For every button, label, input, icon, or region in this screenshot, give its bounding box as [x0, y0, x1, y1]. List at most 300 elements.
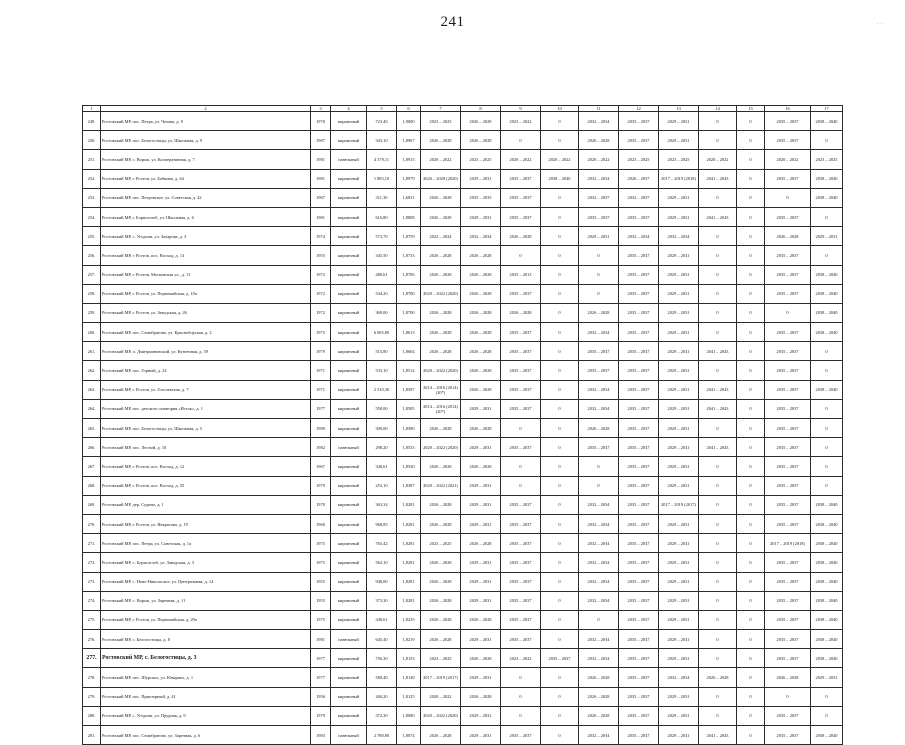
table-cell: 0: [699, 630, 737, 649]
table-cell: 0: [541, 112, 579, 131]
table-cell: 1975: [311, 610, 331, 629]
table-row: [83, 188, 843, 207]
table-cell: 2029 – 2031: [461, 706, 501, 725]
table-cell: 0: [737, 534, 765, 553]
table-cell: 0: [699, 284, 737, 303]
table-cell: кирпичный: [331, 457, 367, 476]
row-number-cell: 277.: [83, 649, 101, 668]
table-cell: 0: [737, 323, 765, 342]
table-cell: 1979: [311, 476, 331, 495]
table-cell: 1975: [311, 534, 331, 553]
table-cell: 2020 – 2022: [501, 150, 541, 169]
table-cell: 1,8281: [397, 591, 421, 610]
table-cell: 253,10: [367, 476, 397, 495]
table-row: [83, 169, 843, 188]
table-cell: 2035 – 2037: [765, 706, 811, 725]
table-cell: 0: [737, 476, 765, 495]
table-cell: 0: [737, 726, 765, 745]
table-cell: 0: [501, 419, 541, 438]
table-cell: 363,34: [367, 495, 397, 514]
table-cell: 0: [737, 342, 765, 361]
table-cell: 2026 – 2028: [421, 514, 461, 533]
table-cell: 1,8125: [397, 687, 421, 706]
row-number-cell: 250.: [83, 131, 101, 150]
table-cell: 2035 – 2037: [501, 169, 541, 188]
table-cell: 0: [501, 131, 541, 150]
table-cell: 0: [541, 553, 579, 572]
table-cell: 1,8967: [397, 131, 421, 150]
row-number-cell: 253.: [83, 188, 101, 207]
table-cell: 311,30: [367, 188, 397, 207]
table-row: [83, 246, 843, 265]
row-number-cell: 263.: [83, 380, 101, 399]
table-cell: 0: [501, 706, 541, 725]
table-cell: 2026 – 2028: [421, 323, 461, 342]
table-cell: 2020 – 2022: [541, 150, 579, 169]
table-cell: 1,8153: [397, 649, 421, 668]
table-cell: кирпичный: [331, 706, 367, 725]
table-cell: 0: [541, 630, 579, 649]
table-cell: 2035 – 2037: [501, 534, 541, 553]
table-cell: 0: [541, 265, 579, 284]
table-cell: 2026 – 2028: [461, 303, 501, 322]
table-cell: 2035 – 2037: [765, 591, 811, 610]
table-cell: 0: [579, 265, 619, 284]
address-cell: Ростовский МР, с. Ворож, ул. Заречная, д. 11: [101, 591, 311, 610]
table-cell: панельный: [331, 438, 367, 457]
row-number-cell: 280.: [83, 706, 101, 725]
table-cell: 1977: [311, 649, 331, 668]
table-cell: 2035 – 2037: [765, 246, 811, 265]
table-cell: 616,80: [367, 207, 397, 226]
table-cell: 0: [737, 591, 765, 610]
table-cell: 1,8281: [397, 495, 421, 514]
table-row: [83, 265, 843, 284]
table-cell: 2026 – 2028: [421, 246, 461, 265]
table-cell: кирпичный: [331, 284, 367, 303]
row-number-cell: 262.: [83, 361, 101, 380]
scan-artifact: · ·: [876, 20, 883, 28]
table-cell: 2029 – 2031: [461, 591, 501, 610]
table-cell: 2035 – 2037: [501, 207, 541, 226]
table-body: [83, 112, 843, 745]
table-cell: 2020 – 2022: [579, 150, 619, 169]
table-cell: 0: [699, 534, 737, 553]
table-row: [83, 380, 843, 399]
table-cell: 2038 – 2040: [811, 380, 843, 399]
table-cell: 2041 – 2043: [699, 342, 737, 361]
table-cell: 2023 – 2025: [421, 649, 461, 668]
table-cell: 2029 – 2031: [659, 399, 699, 418]
table-cell: кирпичный: [331, 419, 367, 438]
table-cell: кирпичный: [331, 380, 367, 399]
table-cell: 2029 – 2031: [659, 303, 699, 322]
table-row: [83, 227, 843, 246]
table-cell: 0: [737, 610, 765, 629]
row-number-cell: 251.: [83, 150, 101, 169]
table-cell: 1,6831: [397, 188, 421, 207]
table-cell: 1967: [311, 457, 331, 476]
table-cell: 0: [699, 706, 737, 725]
table-cell: кирпичный: [331, 169, 367, 188]
table-cell: 0: [737, 150, 765, 169]
table-cell: 2035 – 2037: [619, 361, 659, 380]
table-cell: 1970: [311, 495, 331, 514]
table-cell: 1972: [311, 265, 331, 284]
table-cell: 2029 – 2031: [659, 265, 699, 284]
table-row: [83, 706, 843, 725]
row-number-cell: 271.: [83, 534, 101, 553]
table-cell: 2029 – 2031: [461, 207, 501, 226]
table-cell: кирпичный: [331, 265, 367, 284]
table-cell: 2026 – 2028: [579, 706, 619, 725]
table-cell: 0: [541, 457, 579, 476]
table-cell: 0: [579, 610, 619, 629]
table-cell: 0: [737, 649, 765, 668]
table-cell: 1981: [311, 207, 331, 226]
table-cell: 2035 – 2037: [619, 380, 659, 399]
table-cell: 0: [737, 553, 765, 572]
table-cell: кирпичный: [331, 514, 367, 533]
header-cell: 6: [397, 106, 421, 112]
table-cell: 2035 – 2037: [619, 399, 659, 418]
table-cell: 0: [737, 457, 765, 476]
address-cell: Ростовский МР, г. Ростов, ул. Заводская, д. 26: [101, 303, 311, 322]
schedule-table-container: [82, 105, 842, 745]
table-cell: 1,8733: [397, 246, 421, 265]
table-cell: 2026 – 2028: [421, 303, 461, 322]
table-cell: 2035 – 2037: [765, 419, 811, 438]
table-cell: 298,20: [367, 438, 397, 457]
table-cell: 2020 – 2022 (2020): [421, 361, 461, 380]
table-cell: 1977: [311, 668, 331, 687]
row-number-cell: 252.: [83, 169, 101, 188]
table-row: [83, 668, 843, 687]
table-cell: 0: [541, 399, 579, 418]
table-cell: 2026 – 2028: [765, 668, 811, 687]
table-cell: 1,8700: [397, 303, 421, 322]
table-cell: 0: [737, 361, 765, 380]
table-cell: 2035 – 2037: [765, 169, 811, 188]
table-cell: 2035 – 2037: [619, 726, 659, 745]
table-cell: 0: [501, 476, 541, 495]
row-number-cell: 255.: [83, 227, 101, 246]
table-cell: 2029 – 2031: [659, 726, 699, 745]
table-row: [83, 303, 843, 322]
row-number-cell: 259.: [83, 303, 101, 322]
table-cell: 2023 – 2025: [811, 150, 843, 169]
table-cell: 1,8604: [397, 342, 421, 361]
table-cell: 0: [541, 476, 579, 495]
table-row: [83, 419, 843, 438]
table-cell: 2026 – 2028: [421, 553, 461, 572]
table-cell: 1979: [311, 342, 331, 361]
table-cell: 2029 – 2031: [461, 514, 501, 533]
row-number-cell: 279.: [83, 687, 101, 706]
table-cell: 573,70: [367, 227, 397, 246]
table-cell: панельный: [331, 150, 367, 169]
table-cell: 2032 – 2034: [579, 534, 619, 553]
table-cell: 0: [541, 131, 579, 150]
table-cell: кирпичный: [331, 323, 367, 342]
table-cell: 2026 – 2028: [461, 112, 501, 131]
row-number-cell: 256.: [83, 246, 101, 265]
table-cell: 2035 – 2037: [619, 112, 659, 131]
table-cell: 2035 – 2037: [765, 284, 811, 303]
table-cell: 2017 – 2019 (2018): [765, 534, 811, 553]
table-cell: 480,61: [367, 265, 397, 284]
table-cell: 2023 – 2025: [619, 150, 659, 169]
table-cell: 0: [541, 227, 579, 246]
table-cell: 2038 – 2040: [811, 284, 843, 303]
table-cell: 2026 – 2037: [619, 169, 659, 188]
address-cell: Ростовский МР, пос. Семибратово, ул. Заречная, д. 6: [101, 726, 311, 745]
table-cell: 2035 – 2037: [765, 726, 811, 745]
table-cell: 2035 – 2037: [501, 726, 541, 745]
table-cell: 0: [699, 514, 737, 533]
table-cell: 2035 – 2037: [619, 438, 659, 457]
table-cell: 2029 – 2031: [659, 342, 699, 361]
table-cell: 0: [699, 610, 737, 629]
address-cell: Ростовский МР, г. Ростов, ул. Первомайская, д. 29а: [101, 610, 311, 629]
header-cell: 2: [101, 106, 311, 112]
table-cell: 0: [699, 361, 737, 380]
table-cell: 2032 – 2034: [579, 399, 619, 418]
table-cell: 2026 – 2028: [461, 534, 501, 553]
row-number-cell: 274.: [83, 591, 101, 610]
table-cell: 2020 – 2022: [765, 150, 811, 169]
table-cell: 0: [811, 361, 843, 380]
table-cell: 2029 – 2031: [659, 284, 699, 303]
table-cell: 0: [737, 706, 765, 725]
table-cell: 562,10: [367, 553, 397, 572]
header-cell: 16: [765, 106, 811, 112]
table-cell: 1960: [311, 514, 331, 533]
schedule-table: [82, 105, 843, 745]
table-cell: 2035 – 2037: [619, 591, 659, 610]
table-cell: 2035 – 2037: [619, 514, 659, 533]
header-cell: 14: [699, 106, 737, 112]
table-cell: 2029 – 2031: [659, 630, 699, 649]
table-cell: 2029 – 2031: [659, 131, 699, 150]
table-cell: 0: [579, 246, 619, 265]
table-cell: 1,8580: [397, 419, 421, 438]
table-cell: 0: [699, 495, 737, 514]
row-number-cell: 257.: [83, 265, 101, 284]
table-cell: 2029 – 2031: [659, 380, 699, 399]
table-cell: 2026 – 2028: [421, 572, 461, 591]
address-cell: Ростовский МР, с. Ново-Никольское, ул. Центральная, д. 14: [101, 572, 311, 591]
table-cell: 2035 – 2037: [765, 476, 811, 495]
table-cell: 2014 – 2016 (2014) (20*): [421, 380, 461, 399]
table-cell: 2038 – 2040: [811, 303, 843, 322]
table-cell: 0: [811, 687, 843, 706]
table-cell: 0: [699, 419, 737, 438]
table-cell: 0: [699, 303, 737, 322]
table-cell: кирпичный: [331, 553, 367, 572]
table-cell: 2035 – 2037: [501, 591, 541, 610]
table-cell: 2035 – 2037: [765, 610, 811, 629]
table-cell: 0: [541, 380, 579, 399]
address-cell: Ростовский МР, пос. Петра, ул. Советская, д. 1а: [101, 534, 311, 553]
address-cell: Ростовский МР, п. Дмитриановский, ул. Кузнечная, д. 39: [101, 342, 311, 361]
table-cell: 2035 – 2037: [765, 323, 811, 342]
table-cell: 1,8281: [397, 572, 421, 591]
table-cell: кирпичный: [331, 476, 367, 495]
table-cell: 0: [737, 112, 765, 131]
table-cell: 2023 – 2022: [501, 649, 541, 668]
table-row: [83, 112, 843, 131]
table-cell: 1982: [311, 438, 331, 457]
table-cell: 0: [501, 687, 541, 706]
table-cell: 2032 – 2034: [579, 630, 619, 649]
address-cell: Ростовский МР, пос. Петра, ул. Чехова, д. 9: [101, 112, 311, 131]
address-cell: Ростовский МР, г. Ростов, ул. Первомайская, д. 10а: [101, 284, 311, 303]
table-cell: 0: [737, 438, 765, 457]
address-cell: Ростовский МР, пос. Приозерный, д. 41: [101, 687, 311, 706]
table-cell: 1967: [311, 188, 331, 207]
table-cell: 2038 – 2040: [811, 553, 843, 572]
table-cell: 1,8533: [397, 438, 421, 457]
table-cell: 0: [737, 169, 765, 188]
table-cell: 1,8700: [397, 284, 421, 303]
table-cell: 0: [811, 399, 843, 418]
address-cell: Ростовский МР, пос. Шурскол, ул. Юкариал, д. 1: [101, 668, 311, 687]
table-row: [83, 207, 843, 226]
table-cell: кирпичный: [331, 342, 367, 361]
table-cell: 2029 – 2031: [659, 112, 699, 131]
table-cell: 2035 – 2037: [501, 553, 541, 572]
table-cell: 2026 – 2028: [461, 323, 501, 342]
table-cell: 2035 – 2037: [765, 514, 811, 533]
table-cell: 0: [811, 342, 843, 361]
table-cell: 1972: [311, 303, 331, 322]
table-cell: 2035 – 2037: [619, 457, 659, 476]
table-cell: 765,42: [367, 534, 397, 553]
table-cell: 2 310,30: [367, 380, 397, 399]
table-cell: 0: [699, 265, 737, 284]
table-cell: 2026 – 2028: [501, 303, 541, 322]
table-cell: 0: [737, 265, 765, 284]
table-cell: кирпичный: [331, 361, 367, 380]
table-cell: 1,8587: [397, 380, 421, 399]
table-cell: 2038 – 2040: [811, 610, 843, 629]
table-cell: 2026 – 2028: [421, 207, 461, 226]
table-cell: 2035 – 2037: [501, 438, 541, 457]
table-cell: 0: [541, 438, 579, 457]
table-cell: 1,8149: [397, 668, 421, 687]
table-cell: 2035 – 2037: [619, 706, 659, 725]
header-cell: 11: [579, 106, 619, 112]
table-cell: кирпичный: [331, 131, 367, 150]
table-cell: панельный: [331, 630, 367, 649]
table-cell: 0: [541, 706, 579, 725]
table-cell: 2035 – 2037: [579, 342, 619, 361]
table-cell: 0: [699, 457, 737, 476]
table-cell: 2029 – 2031: [811, 668, 843, 687]
table-cell: 0: [737, 495, 765, 514]
table-cell: 0: [737, 572, 765, 591]
table-cell: 0: [737, 419, 765, 438]
table-cell: 0: [699, 323, 737, 342]
table-cell: 2035 – 2037: [619, 265, 659, 284]
table-cell: 2026 – 2028: [421, 495, 461, 514]
address-cell: Ростовский МР, дер. Судино, д. 1: [101, 495, 311, 514]
table-cell: 4 379,11: [367, 150, 397, 169]
address-cell: Ростовский МР, пос. Петровское, ул. Советская, д. 42: [101, 188, 311, 207]
table-cell: 2020 – 2022: [421, 150, 461, 169]
table-cell: 0: [811, 131, 843, 150]
table-cell: 2026 – 2028: [461, 649, 501, 668]
header-cell: 5: [367, 106, 397, 112]
table-cell: 0: [737, 207, 765, 226]
table-cell: 2041 – 2043: [699, 726, 737, 745]
table-cell: 533,10: [367, 361, 397, 380]
table-cell: 2038 – 2040: [811, 726, 843, 745]
table-cell: 2020 – 2022 (2021): [421, 476, 461, 495]
table-cell: 2032 – 2037: [579, 188, 619, 207]
table-cell: 2035 – 2037: [501, 495, 541, 514]
table-cell: 2026 – 2028 (2020): [421, 169, 461, 188]
table-cell: 2026 – 2028: [699, 668, 737, 687]
table-cell: 0: [699, 188, 737, 207]
table-cell: 0: [737, 188, 765, 207]
row-number-cell: 254.: [83, 207, 101, 226]
table-cell: кирпичный: [331, 687, 367, 706]
table-cell: 2041 – 2043: [699, 399, 737, 418]
table-cell: кирпичный: [331, 649, 367, 668]
table-cell: 2038 – 2040: [811, 188, 843, 207]
address-cell: Ростовский МР, пос. Горный, д. 24: [101, 361, 311, 380]
table-cell: 2035 – 2037: [765, 457, 811, 476]
table-cell: 2029 – 2031: [659, 572, 699, 591]
table-cell: 2035 – 2037: [619, 630, 659, 649]
row-number-cell: 264.: [83, 399, 101, 418]
table-cell: 1983: [311, 726, 331, 745]
table-cell: 0: [765, 303, 811, 322]
table-cell: 2038 – 2040: [811, 112, 843, 131]
table-cell: 1,8080: [397, 706, 421, 725]
table-cell: 0: [737, 514, 765, 533]
table-cell: 2035 – 2037: [619, 572, 659, 591]
table-cell: кирпичный: [331, 246, 367, 265]
table-cell: 0: [737, 227, 765, 246]
table-cell: 2038 – 2040: [811, 534, 843, 553]
table-cell: кирпичный: [331, 112, 367, 131]
table-cell: 0: [579, 284, 619, 303]
address-cell: Ростовский МР, с. Борисоглеб, ул. Заводская, д. 3: [101, 553, 311, 572]
table-cell: 2029 – 2031: [811, 227, 843, 246]
table-cell: 2026 – 2028: [461, 342, 501, 361]
table-cell: 2035 – 2037: [765, 649, 811, 668]
table-cell: кирпичный: [331, 668, 367, 687]
table-cell: 2026 – 2028: [579, 131, 619, 150]
table-cell: 645,40: [367, 630, 397, 649]
table-cell: кирпичный: [331, 207, 367, 226]
table-cell: 2029 – 2031: [659, 591, 699, 610]
address-cell: Ростовский МР, г. Ростов, ул. Бабкина, д. 64: [101, 169, 311, 188]
table-cell: 968,85: [367, 514, 397, 533]
header-cell: 9: [501, 106, 541, 112]
table-row: [83, 553, 843, 572]
table-cell: 2035 – 2037: [501, 572, 541, 591]
table-cell: 1,8808: [397, 207, 421, 226]
table-cell: 2026 – 2028: [501, 227, 541, 246]
table-cell: 2029 – 2031: [659, 514, 699, 533]
table-cell: 1,8979: [397, 169, 421, 188]
table-cell: 2026 – 2028: [579, 668, 619, 687]
table-cell: 2035 – 2037: [765, 495, 811, 514]
